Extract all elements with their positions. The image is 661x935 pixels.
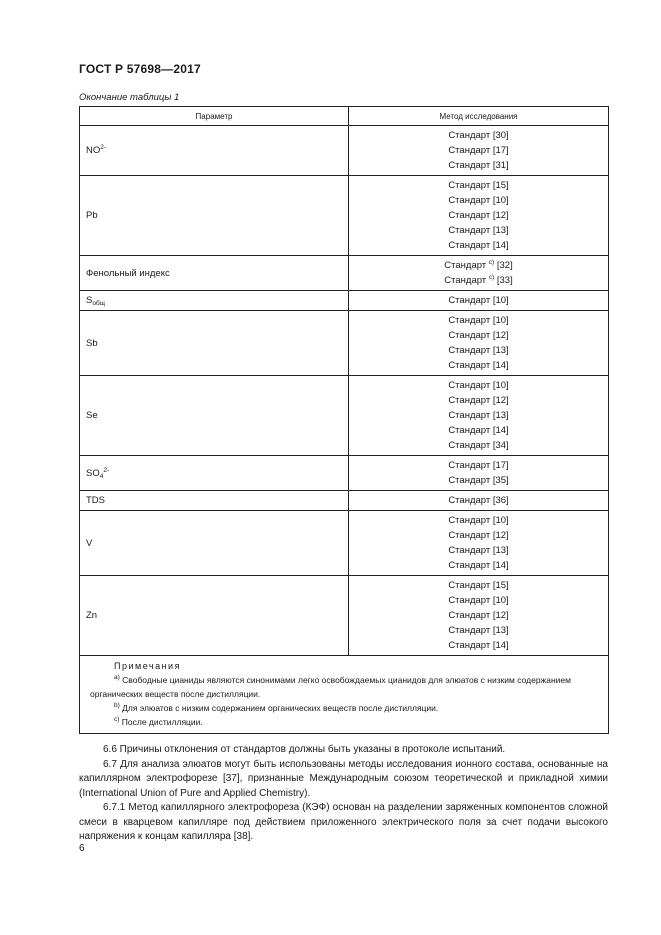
method-entry (349, 343, 608, 358)
method-text: Стандарт [10] (448, 295, 509, 306)
method-cell (349, 311, 609, 376)
method-cell (349, 576, 609, 656)
notes-cell (80, 656, 609, 734)
param-superscript: 2- (100, 144, 107, 151)
method-text: Стандарт [10] (448, 380, 509, 391)
data-table (79, 106, 609, 734)
footnote (90, 673, 600, 701)
param-name: TDS (86, 495, 105, 506)
method-text: Стандарт [10] (448, 595, 509, 606)
table-row (80, 176, 609, 256)
method-text: Стандарт [10] (448, 195, 509, 206)
method-reference: [32] (496, 260, 513, 271)
param-name: Se (86, 410, 98, 421)
footnote-mark: с) (488, 259, 495, 266)
method-cell (349, 456, 609, 491)
footnote-mark: b) (114, 702, 120, 709)
method-entry (349, 393, 608, 408)
method-text: Стандарт (444, 275, 487, 286)
method-text: Стандарт [12] (448, 610, 509, 621)
method-entry (349, 293, 608, 308)
table-row (80, 511, 609, 576)
method-entry (349, 238, 608, 253)
footnote-text: Свободные цианиды являются синонимами легко освобождаемых цианидов для элюатов с низким содержанием органических веществ после дистилляции. (90, 675, 571, 699)
method-text: Стандарт [17] (448, 145, 509, 156)
method-cell (349, 256, 609, 291)
table-row (80, 576, 609, 656)
method-entry (349, 328, 608, 343)
method-text: Стандарт [36] (448, 495, 509, 506)
method-text: Стандарт [14] (448, 240, 509, 251)
method-text: Стандарт [14] (448, 560, 509, 571)
method-entry (349, 528, 608, 543)
method-cell (349, 491, 609, 511)
column-header-method: Метод исследования (349, 107, 609, 126)
param-name: Фенольный индекс (86, 267, 170, 279)
param-subscript: общ (92, 300, 106, 307)
method-entry (349, 258, 608, 273)
table-row (80, 456, 609, 491)
method-text: Стандарт [13] (448, 225, 509, 236)
param-cell (80, 311, 349, 376)
method-text: Стандарт [34] (448, 440, 509, 451)
param-cell (80, 256, 349, 291)
table-row (80, 491, 609, 511)
param-name: S (86, 295, 93, 306)
table-caption: Окончание таблицы 1 (79, 92, 180, 103)
method-text: Стандарт [13] (448, 545, 509, 556)
document-header: ГОСТ Р 57698—2017 (79, 62, 201, 76)
method-text: Стандарт [35] (448, 475, 509, 486)
method-entry (349, 513, 608, 528)
method-cell (349, 126, 609, 176)
param-cell (80, 176, 349, 256)
table-row (80, 311, 609, 376)
method-entry (349, 623, 608, 638)
method-entry (349, 638, 608, 653)
table-row (80, 256, 609, 291)
method-entry (349, 558, 608, 573)
table-row (80, 291, 609, 311)
method-cell (349, 176, 609, 256)
param-cell (80, 511, 349, 576)
param-name: Pb (86, 210, 98, 221)
footnote-text: Для элюатов с низким содержанием органических веществ после дистилляции. (122, 703, 439, 713)
method-cell (349, 511, 609, 576)
notes-row (80, 656, 609, 734)
param-name: SO (86, 467, 100, 479)
method-text: Стандарт [30] (448, 130, 509, 141)
method-text: Стандарт [15] (448, 580, 509, 591)
param-cell (80, 291, 349, 311)
method-reference: [33] (496, 275, 513, 286)
method-text: Стандарт [14] (448, 640, 509, 651)
method-entry (349, 193, 608, 208)
column-header-param: Параметр (80, 107, 349, 126)
method-text: Стандарт [12] (448, 330, 509, 341)
table-row (80, 126, 609, 176)
method-entry (349, 438, 608, 453)
body-text (79, 743, 608, 845)
page-number: 6 (79, 843, 85, 854)
param-cell (80, 376, 349, 456)
method-text: Стандарт [14] (448, 425, 509, 436)
method-text: Стандарт [13] (448, 345, 509, 356)
method-entry (349, 313, 608, 328)
method-text: Стандарт [14] (448, 360, 509, 371)
method-entry (349, 178, 608, 193)
paragraph: 6.6 Причины отклонения от стандартов должны быть указаны в протоколе испытаний. (103, 744, 506, 755)
method-entry (349, 608, 608, 623)
method-text: Стандарт [15] (448, 180, 509, 191)
table-row (80, 376, 609, 456)
method-entry (349, 208, 608, 223)
method-cell (349, 376, 609, 456)
method-entry (349, 358, 608, 373)
method-text: Стандарт [17] (448, 460, 509, 471)
param-name: V (86, 537, 93, 549)
method-entry (349, 128, 608, 143)
paragraph: 6.7.1 Метод капиллярного электрофореза (КЭФ) основан на разделении заряженных компонентов сложной смеси в кварцевом капилляре под действием приложенного электрического поля за счет подачи высокого напряжения к концам капилляра [38]. (79, 802, 608, 842)
method-text: Стандарт [12] (448, 210, 509, 221)
method-text: Стандарт [12] (448, 530, 509, 541)
param-cell (80, 491, 349, 511)
notes-title: Примечания (114, 661, 181, 671)
footnote (90, 715, 600, 729)
method-text: Стандарт [31] (448, 160, 509, 171)
method-entry (349, 458, 608, 473)
method-entry (349, 473, 608, 488)
method-text: Стандарт [13] (448, 625, 509, 636)
method-entry (349, 543, 608, 558)
method-entry (349, 493, 608, 508)
method-entry (349, 158, 608, 173)
footnote-mark: с) (114, 716, 120, 723)
method-text: Стандарт (444, 260, 487, 271)
footnote-mark: а) (114, 674, 120, 681)
method-entry (349, 423, 608, 438)
method-entry (349, 593, 608, 608)
method-text: Стандарт [10] (448, 315, 509, 326)
param-subscript: 4 (99, 472, 104, 480)
method-text: Стандарт [10] (448, 515, 509, 526)
method-entry (349, 378, 608, 393)
method-entry (349, 273, 608, 288)
param-cell (80, 456, 349, 491)
footnote (90, 701, 600, 715)
param-cell (80, 126, 349, 176)
table-header-row (80, 107, 609, 126)
param-name: Sb (86, 337, 98, 349)
param-name: NO (86, 145, 101, 156)
method-entry (349, 223, 608, 238)
paragraph: 6.7 Для анализа элюатов могут быть использованы методы исследования ионного состава, основанные на капиллярном электрофорезе [37], признанные Международным союзом теоретической и прикладной химии (International Union of Pure and Applied Chemistry). (79, 758, 608, 799)
param-cell (80, 576, 349, 656)
method-entry (349, 143, 608, 158)
method-entry (349, 578, 608, 593)
footnote-text: После дистилляции. (121, 717, 203, 727)
footnote-mark: с) (488, 274, 495, 281)
param-superscript: 2- (103, 466, 110, 474)
method-entry (349, 408, 608, 423)
method-text: Стандарт [12] (448, 395, 509, 406)
method-text: Стандарт [13] (448, 410, 509, 421)
method-cell (349, 291, 609, 311)
param-name: Zn (86, 610, 98, 621)
